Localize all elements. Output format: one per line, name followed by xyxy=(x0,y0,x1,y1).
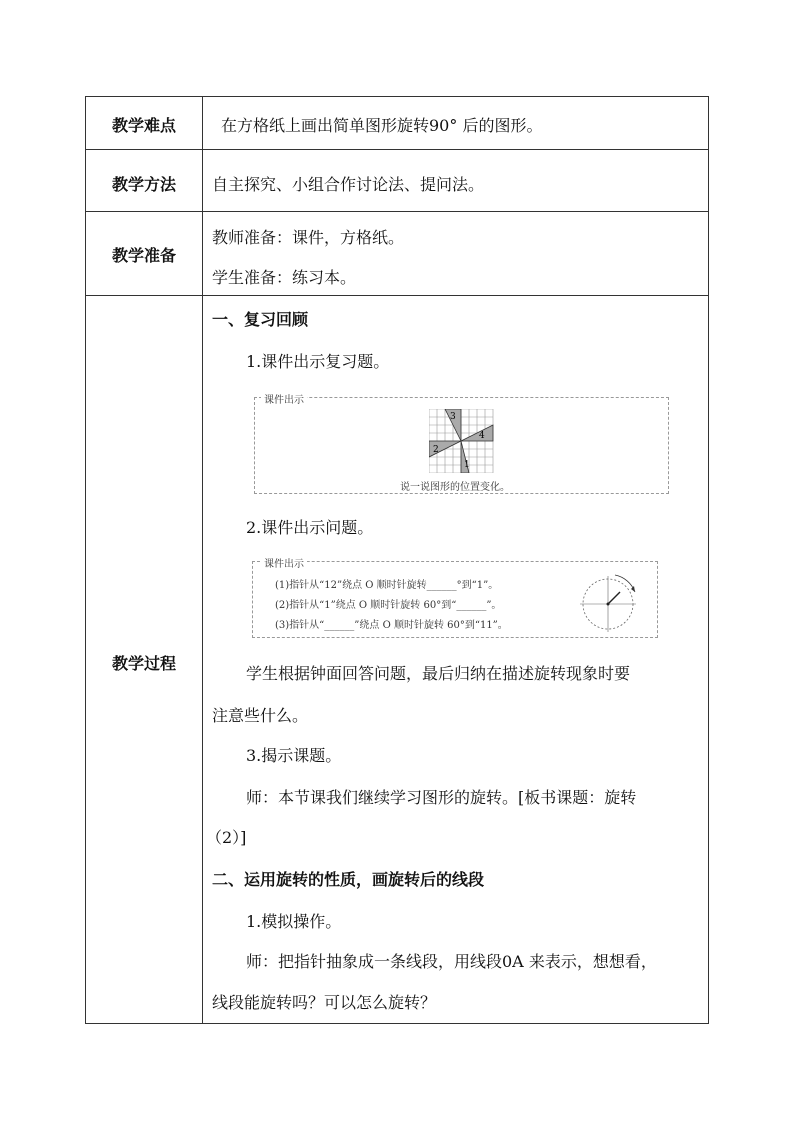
row-divider xyxy=(86,295,708,296)
paragraph-1-line-1: 学生根据钟面回答问题，最后归纳在描述旋转现象时要 xyxy=(246,664,631,683)
method-text: 自主探究、小组合作讨论法、提问法。 xyxy=(212,175,485,194)
item-1-1: 1.课件出示复习题。 xyxy=(246,352,390,371)
question-1: (1)指针从“12”绕点 O 顺时针旋转______°到“1”。 xyxy=(275,580,499,591)
paragraph-2-line-2: （2）] xyxy=(206,828,247,847)
row-divider xyxy=(86,149,708,150)
item-2-1: 1.模拟操作。 xyxy=(246,912,342,931)
column-divider xyxy=(202,97,203,1023)
question-3: (3)指针从“______”绕点 O 顺时针旋转 60°到“11”。 xyxy=(275,620,508,631)
courseware-box-1 xyxy=(254,397,669,494)
prep-student-text: 学生准备：练习本。 xyxy=(212,268,357,287)
label-4: 4 xyxy=(479,431,485,441)
difficulty-text: 在方格纸上画出简单图形旋转90° 后的图形。 xyxy=(221,116,543,135)
prep-teacher-text: 教师准备：课件，方格纸。 xyxy=(212,228,405,247)
label-1: 1 xyxy=(464,460,470,470)
box1-header: 课件出示 xyxy=(261,391,307,406)
item-1-3: 3.揭示课题。 xyxy=(246,746,342,765)
row-label-prep: 教学准备 xyxy=(111,246,176,265)
section-1-title: 一、复习回顾 xyxy=(212,310,309,329)
box2-header: 课件出示 xyxy=(261,555,307,570)
paragraph-2-line-1: 师：本节课我们继续学习图形的旋转。[板书课题：旋转 xyxy=(246,788,637,807)
box1-caption: 说一说图形的位置变化。 xyxy=(400,482,510,493)
row-label-difficulty: 教学难点 xyxy=(111,116,176,135)
row-label-process: 教学过程 xyxy=(111,654,176,673)
label-2: 2 xyxy=(433,445,439,455)
clock-face-icon xyxy=(575,570,641,636)
paragraph-1-line-2: 注意些什么。 xyxy=(212,706,309,725)
label-3: 3 xyxy=(450,412,456,422)
row-label-method: 教学方法 xyxy=(111,175,176,194)
rotation-grid-figure xyxy=(429,409,497,473)
courseware-box-2 xyxy=(252,561,658,638)
paragraph-3-line-2: 线段能旋转吗？可以怎么旋转？ xyxy=(212,993,437,1012)
row-divider xyxy=(86,211,708,212)
lesson-plan-table xyxy=(85,96,709,1024)
item-1-2: 2.课件出示问题。 xyxy=(246,518,374,537)
section-2-title: 二、运用旋转的性质，画旋转后的线段 xyxy=(212,870,485,889)
paragraph-3-line-1: 师：把指针抽象成一条线段，用线段0A 来表示，想想看， xyxy=(246,952,657,971)
question-2: (2)指针从“1”绕点 O 顺时针旋转 60°到“______”。 xyxy=(275,600,502,611)
